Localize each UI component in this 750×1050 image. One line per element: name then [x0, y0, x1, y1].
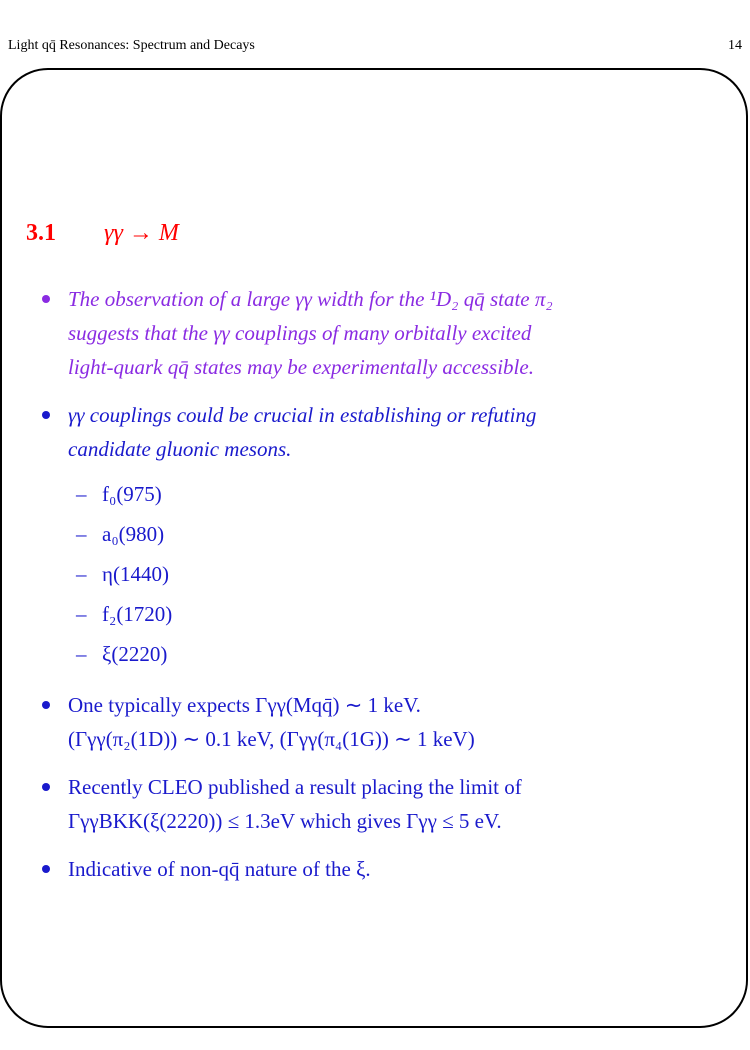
- bullet-item-gluonic-mesons: [42, 398, 732, 674]
- bullet-line: γγ couplings could be crucial in establishing or refuting: [68, 403, 537, 427]
- bullet-dot-icon: [42, 701, 50, 709]
- bullet-item-gamma-width: [42, 282, 732, 384]
- bullet-dot-icon: [42, 411, 50, 419]
- dash-icon: –: [76, 602, 87, 626]
- list-item: [68, 514, 732, 554]
- section-heading: [26, 220, 179, 260]
- page-header: [8, 38, 742, 58]
- bullet-line: light-quark qq̄ states may be experimentally accessible.: [68, 355, 534, 379]
- bullet-line: The observation of a large γγ width for the ¹D₂ qq̄ state π₂: [68, 287, 553, 311]
- bullet-dot-icon: [42, 865, 50, 873]
- bullet-line: Indicative of non-qq̄ nature of the ξ.: [68, 857, 371, 881]
- candidate-name: η(1440): [102, 562, 169, 586]
- candidate-name: f₂(1720): [102, 602, 173, 626]
- bullet-line: ΓγγBKK(ξ(2220)) ≤ 1.3eV which gives Γγγ ≤ 5 eV.: [68, 809, 502, 833]
- list-item: [68, 554, 732, 594]
- list-item: [68, 594, 732, 634]
- bullet-line: Recently CLEO published a result placing the limit of: [68, 775, 522, 799]
- section-number: 3.1: [26, 220, 56, 246]
- list-item: [68, 474, 732, 514]
- candidate-name: f₀(975): [102, 482, 162, 506]
- bullet-item-expected-width: [42, 688, 732, 756]
- header-title: Light qq̄ Resonances: Spectrum and Decays: [8, 38, 255, 53]
- bullet-line: suggests that the γγ couplings of many orbitally excited: [68, 321, 532, 345]
- bullet-line: (Γγγ(π₂(1D)) ∼ 0.1 keV, (Γγγ(π₄(1G)) ∼ 1 keV): [68, 727, 475, 751]
- dash-icon: –: [76, 562, 87, 586]
- page-number: 14: [728, 38, 742, 53]
- list-item: [68, 634, 732, 674]
- section-title: γγ → M: [104, 220, 179, 246]
- dash-icon: –: [76, 482, 87, 506]
- bullet-dot-icon: [42, 783, 50, 791]
- bullet-item-conclusion: [42, 852, 732, 886]
- dash-icon: –: [76, 522, 87, 546]
- bullet-list: [42, 282, 732, 900]
- bullet-line: One typically expects Γγγ(Mqq̄) ∼ 1 keV.: [68, 693, 421, 717]
- bullet-item-cleo-result: [42, 770, 732, 838]
- dash-icon: –: [76, 642, 87, 666]
- bullet-line: candidate gluonic mesons.: [68, 437, 292, 461]
- candidate-name: a₀(980): [102, 522, 165, 546]
- candidate-list: [68, 474, 732, 674]
- bullet-dot-icon: [42, 295, 50, 303]
- candidate-name: ξ(2220): [102, 642, 168, 666]
